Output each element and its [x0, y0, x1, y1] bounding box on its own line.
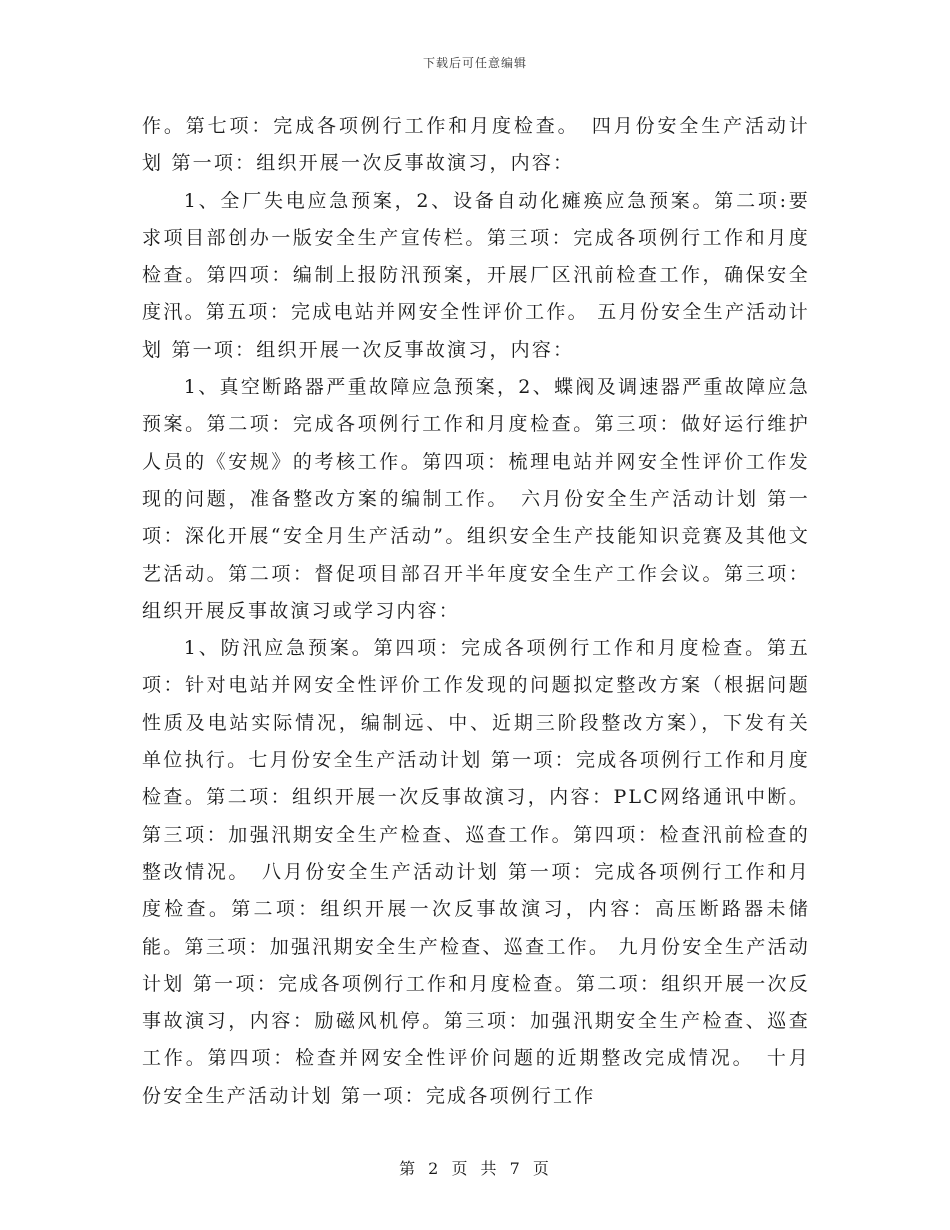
- paragraph: 1、防汛应急预案。第四项：完成各项例行工作和月度检查。第五项：针对电站并网安全性评价工作发现的问题拟定整改方案（根据问题性质及电站实际情况，编制远、中、近期三阶段整改方案），下发有关单位执行。七月份安全生产活动计划 第一项：完成各项例行工作和月度检查。第二项：组织开展一次反事故演习，内容：PLC网络通讯中断。第三项：加强汛期安全生产检查、巡查工作。第四项：检查汛前检查的整改情况。 八月份安全生产活动计划 第一项：完成各项例行工作和月度检查。第二项：组织开展一次反事故演习，内容：高压断路器未储能。第三项：加强汛期安全生产检查、巡查工作。 九月份安全生产活动计划 第一项：完成各项例行工作和月度检查。第二项：组织开展一次反事故演习，内容：励磁风机停。第三项：加强汛期安全生产检查、巡查工作。第四项：检查并网安全性评价问题的近期整改完成情况。 十月份安全生产活动计划 第一项：完成各项例行工作: [142, 637, 810, 1107]
- paragraph: 作。第七项：完成各项例行工作和月度检查。 四月份安全生产活动计划 第一项：组织开展一次反事故演习，内容：: [142, 115, 810, 175]
- paragraph: 1、全厂失电应急预案，2、设备自动化瘫痪应急预案。第二项:要求项目部创办一版安全生产宣传栏。第三项：完成各项例行工作和月度检查。第四项：编制上报防汛预案，开展厂区汛前检查工作，确保安全度汛。第五项：完成电站并网安全性评价工作。 五月份安全生产活动计划 第一项：组织开展一次反事故演习，内容：: [142, 189, 810, 361]
- page-header: 下载后可任意编辑: [422, 56, 527, 70]
- page-number-footer: 第 2 页 共 7 页: [399, 1159, 551, 1178]
- paragraph: 1、真空断路器严重故障应急预案，2、蝶阀及调速器严重故障应急预案。第二项：完成各项例行工作和月度检查。第三项：做好运行维护人员的《安规》的考核工作。第四项：梳理电站并网安全性评价工作发现的问题，准备整改方案的编制工作。 六月份安全生产活动计划 第一项：深化开展“安全月生产活动”。组织安全生产技能知识竞赛及其他文艺活动。第二项：督促项目部召开半年度安全生产工作会议。第三项：组织开展反事故演习或学习内容：: [142, 376, 810, 622]
- document-body: [142, 108, 810, 1115]
